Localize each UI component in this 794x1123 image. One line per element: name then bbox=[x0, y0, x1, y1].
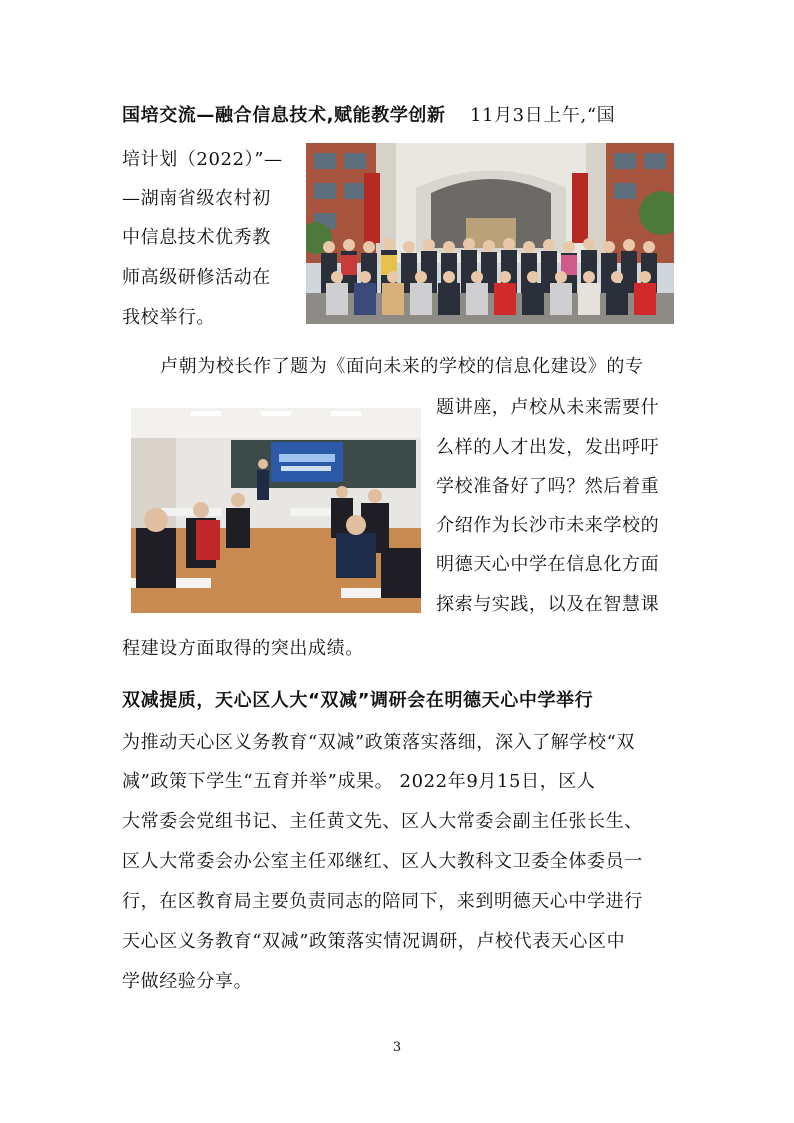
section2-wrap-line: 题讲座，卢校从未来需要什 bbox=[436, 397, 660, 418]
group-photo-illustration bbox=[306, 143, 674, 324]
lecture-photo bbox=[131, 408, 421, 613]
section1-wrap-line: 我校举行。 bbox=[122, 307, 215, 328]
section2-wrap-line: 探索与实践，以及在智慧课 bbox=[436, 594, 660, 615]
group-photo bbox=[306, 143, 674, 324]
section2-wrap-line: 明德天心中学在信息化方面 bbox=[436, 554, 660, 575]
section1-line1 bbox=[122, 104, 615, 128]
section3-line: 学做经验分享。 bbox=[122, 971, 253, 992]
section2-line1: 卢朝为校长作了题为《面向未来的学校的信息化建设》的专 bbox=[160, 356, 644, 377]
section1-line1-tail: 11月3日上午,“国 bbox=[469, 105, 616, 126]
lecture-photo-illustration bbox=[131, 408, 421, 613]
section3-line: 为推动天心区义务教育“双减”政策落实落细，深入了解学校“双 bbox=[122, 732, 636, 753]
section3-line: 区人大常委会办公室主任邓继红、区人大教科文卫委全体委员一 bbox=[122, 851, 643, 872]
section1-wrap-line: 师高级研修活动在 bbox=[122, 267, 271, 288]
section1-heading: 国培交流—融合信息技术,赋能教学创新 bbox=[122, 105, 446, 126]
section3-line: 大常委会党组书记、主任黄文先、区人大常委会副主任张长生、 bbox=[122, 811, 643, 832]
section2-wrap-line: 么样的人才出发，发出呼吁 bbox=[436, 437, 660, 458]
section3-line: 行，在区教育局主要负责同志的陪同下，来到明德天心中学进行 bbox=[122, 891, 643, 912]
section1-wrap-line: —湖南省级农村初 bbox=[122, 188, 271, 209]
section3-line: 减”政策下学生“五育并举”成果。 2022年9月15日，区人 bbox=[122, 771, 596, 792]
section2-last-line: 程建设方面取得的突出成绩。 bbox=[122, 638, 364, 659]
section1-wrap-line: 培计划（2022）”— bbox=[122, 149, 283, 170]
section1-wrap-line: 中信息技术优秀教 bbox=[122, 227, 271, 248]
section2-wrap-line: 学校准备好了吗？然后着重 bbox=[436, 476, 660, 497]
page-number: 3 bbox=[392, 1040, 402, 1055]
section3-heading: 双减提质，天心区人大“双减”调研会在明德天心中学举行 bbox=[122, 690, 594, 711]
section2-wrap-line: 介绍作为长沙市未来学校的 bbox=[436, 515, 660, 536]
section3-line: 天心区义务教育“双减”政策落实情况调研，卢校代表天心区中 bbox=[122, 931, 626, 952]
